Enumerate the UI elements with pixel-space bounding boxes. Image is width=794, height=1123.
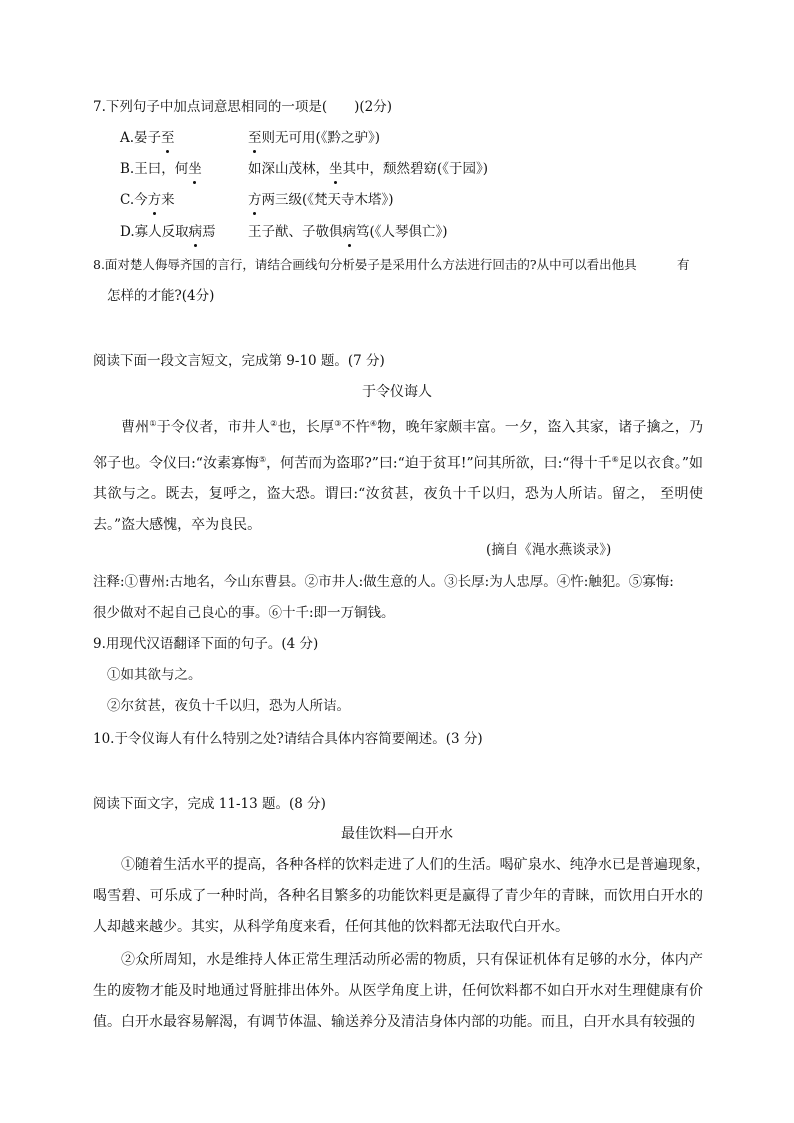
emphasis-dot: 病: [342, 224, 356, 240]
emphasis-dot: 坐: [188, 161, 202, 177]
passage2-intro: 阅读下面文字，完成 11-13 题。(8 分): [93, 796, 326, 812]
passage1-source: (摘自《渑水燕谈录》): [486, 542, 612, 558]
passage2-paragraph-1: ①随着生活水平的提高，各种各样的饮料走进了人们的生活。喝矿泉水、纯净水已是普遍现象， 喝雪碧、可乐成了一种时尚，各种名目繁多的功能饮料更是赢得了青少年的青睐，而饮用白开水的人却越来越少。其实，从科学角度来看，任何其他的饮料都无法取代白开水。: [93, 857, 722, 935]
footnote-mark: ④: [369, 419, 378, 428]
q7-stem: 7.下列句子中加点词意思相同的一项是( )(2分): [93, 99, 393, 115]
emphasis-dot: 方: [248, 192, 262, 208]
passage1-intro: 阅读下面一段文言短文，完成第 9-10 题。(7 分): [93, 353, 385, 369]
emphasis-dot: 病: [188, 224, 203, 240]
passage2-title: 最佳饮料—白开水: [341, 826, 453, 842]
emphasis-dot: 坐: [329, 161, 343, 177]
exam-page: 7.下列句子中加点词意思相同的一项是( )(2分) A.晏子至 至则无可用(《黔之驴》) B.王曰，何坐 如深山茂林，坐其中，颓然碧窈(《于园》) C.今方来 方两三级(《梵天寺木塔》) D.寡人反取病焉 王子猷、子敬俱病笃(《人琴俱亡》) 8.面对楚人侮辱齐国的言行，请结合画线句分析晏子是采用什么方法进行回击的?从中可以看出他具 有 怎样的才能?(4分) 阅读下面一段文言短文，完成第 9-10 题。(7 分) 于令仪诲人 曹州①于令仪者，市井人②也，长厚③不忤④物，晚年家颇丰富。一夕，盗入其家，诸子擒之，乃邻子也。令仪曰:“汝素寡悔⑤，何苦而为盗耶?”曰:“迫于贫耳!”问其所欲，曰:“得十千⑥足以衣食。”如其欲与之。既去，复呼之，盗大恐。谓曰:“汝贫甚，夜负十千以归，恐为人所诘。留之， 至明使去。”盗大感愧，卒为良民。 (摘自《渑水燕谈录》) 注释:①曹州:古地名，今山东曹县。②市井人:做生意的人。③长厚:为人忠厚。④忤:触犯。⑤寡悔: 很少做对不起自己良心的事。⑥十千:即一万铜钱。 9.用现代汉语翻译下面的句子。(4 分) ①如其欲与之。 ②尔贫甚，夜负十千以归，恐为人所诘。 10.于令仪诲人有什么特别之处?请结合具体内容简要阐述。(3 分) 阅读下面文字，完成 11-13 题。(8 分) 最佳饮料—白开水 ①随着生活水平的提高，各种各样的饮料走进了人们的生活。喝矿泉水、纯净水已是普遍现象， 喝雪碧、可乐成了一种时尚，各种名目繁多的功能饮料更是赢得了青少年的青睐，而饮用白开水的人却越来越少。其实，从科学角度来看，任何其他的饮料都无法取代白开水。 ②众所周知，水是维持人体正常生理活动所必需的物质，只有保证机体有足够的水分，体内产生的废物才能及时地通过肾脏排出体外。从医学角度上讲，任何饮料都不如白开水对生理健康有价值。白开水最容易解渴，有调节体温、输送养分及清洁身体内部的功能。而且，白开水具有较强的: [0, 0, 794, 1123]
passage1-notes-line1: 注释:①曹州:古地名，今山东曹县。②市井人:做生意的人。③长厚:为人忠厚。④忤:触犯。⑤寡悔:: [93, 574, 674, 590]
emphasis-dot: 至: [161, 130, 175, 146]
q9-sentence-1: ①如其欲与之。: [107, 667, 202, 683]
emphasis-dot: 至: [248, 130, 262, 146]
q10-stem: 10.于令仪诲人有什么特别之处?请结合具体内容简要阐述。(3 分): [93, 731, 483, 747]
passage1-title: 于令仪诲人: [362, 384, 432, 400]
q9-stem: 9.用现代汉语翻译下面的句子。(4 分): [93, 636, 319, 652]
footnote-mark: ⑤: [258, 454, 267, 464]
footnote-mark: ③: [334, 419, 342, 428]
q8-line2: 怎样的才能?(4分): [107, 288, 215, 304]
emphasis-dot: 方: [147, 192, 162, 208]
passage1-paragraph: 曹州①于令仪者，市井人②也，长厚③不忤④物，晚年家颇丰富。一夕，盗入其家，诸子擒之，乃邻子也。令仪曰:“汝素寡悔⑤，何苦而为盗耶?”曰:“迫于贫耳!”问其所欲，曰:“得十千⑥足以衣食。”如其欲与之。既去，复呼之，盗大恐。谓曰:“汝贫甚，夜负十千以归，恐为人所诘。留之， 至明使去。”盗大感愧，卒为良民。: [93, 419, 704, 534]
footnote-mark: ①: [149, 419, 157, 428]
q8-line1: 8.面对楚人侮辱齐国的言行，请结合画线句分析晏子是采用什么方法进行回击的?从中可以看出他具: [93, 257, 637, 272]
q9-sentence-2: ②尔贫甚，夜负十千以归，恐为人所诘。: [107, 698, 350, 714]
passage1-notes-line2: 很少做对不起自己良心的事。⑥十千:即一万铜钱。: [93, 605, 395, 621]
footnote-mark: ②: [270, 419, 278, 428]
q8-line1-tail: 有: [677, 257, 690, 272]
footnote-mark: ⑥: [611, 454, 619, 464]
passage2-paragraph-2: ②众所周知，水是维持人体正常生理活动所必需的物质，只有保证机体有足够的水分，体内产生的废物才能及时地通过肾脏排出体外。从医学角度上讲，任何饮料都不如白开水对生理健康有价值。白开水最容易解渴，有调节体温、输送养分及清洁身体内部的功能。而且，白开水具有较强的: [93, 952, 703, 1030]
